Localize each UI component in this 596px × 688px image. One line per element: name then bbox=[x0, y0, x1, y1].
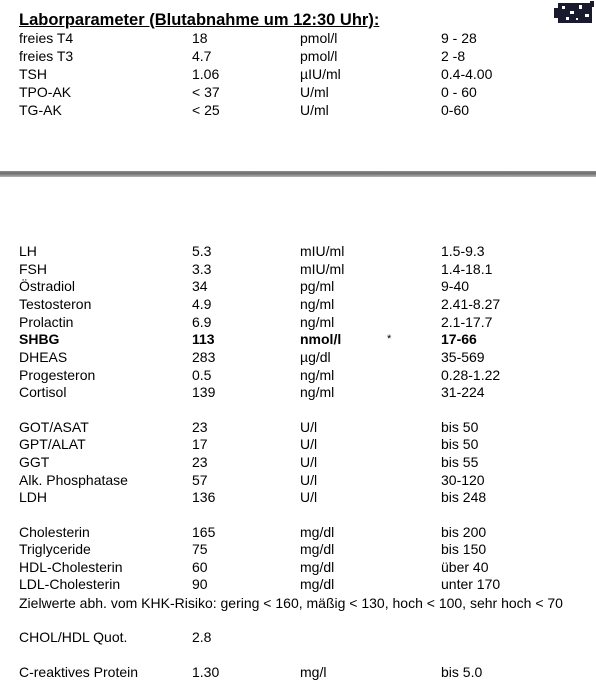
param-name: freies T3 bbox=[19, 48, 74, 64]
param-reference: 30-120 bbox=[441, 472, 485, 488]
lab-row-ggt bbox=[19, 454, 589, 471]
param-reference: 2.1-17.7 bbox=[441, 314, 493, 330]
page-break-divider bbox=[0, 171, 596, 177]
param-unit: pmol/l bbox=[300, 30, 338, 46]
param-reference: bis 200 bbox=[441, 524, 487, 540]
param-value: < 37 bbox=[192, 84, 220, 100]
abnormal-flag-asterisk: * bbox=[387, 333, 392, 345]
param-value: 23 bbox=[192, 454, 208, 470]
param-name: LH bbox=[19, 243, 37, 259]
param-name: freies T4 bbox=[19, 30, 74, 46]
lab-row-tsh bbox=[19, 66, 589, 83]
lab-row-testosteron bbox=[19, 296, 589, 313]
param-reference: bis 55 bbox=[441, 454, 479, 470]
param-value: 1.06 bbox=[192, 66, 220, 82]
param-unit: ng/ml bbox=[300, 367, 335, 383]
param-value: < 25 bbox=[192, 102, 220, 118]
param-name: DHEAS bbox=[19, 349, 68, 365]
param-name: Triglyceride bbox=[19, 541, 91, 557]
lab-row-crp bbox=[19, 664, 589, 681]
param-value: 18 bbox=[192, 30, 208, 46]
lab-row-cholesterin bbox=[19, 524, 589, 541]
param-unit: mg/dl bbox=[300, 524, 335, 540]
lab-row-shbg-abnormal bbox=[19, 331, 589, 348]
param-name: Prolactin bbox=[19, 314, 74, 330]
lab-row-dheas bbox=[19, 349, 589, 366]
param-unit: mg/dl bbox=[300, 576, 335, 592]
param-name: Cortisol bbox=[19, 384, 67, 400]
param-reference: 0 - 60 bbox=[441, 84, 477, 100]
param-value: 0.5 bbox=[192, 367, 212, 383]
param-value: 34 bbox=[192, 278, 208, 294]
param-unit: mg/dl bbox=[300, 559, 335, 575]
lab-row-tg-ak bbox=[19, 102, 589, 119]
lab-report-title: Laborparameter (Blutabnahme um 12:30 Uhr): bbox=[19, 11, 380, 29]
param-reference: 17-66 bbox=[441, 331, 477, 347]
param-name: LDH bbox=[19, 489, 48, 505]
param-name: TSH bbox=[19, 66, 47, 82]
param-value: 60 bbox=[192, 559, 208, 575]
param-value: 23 bbox=[192, 419, 208, 435]
param-unit: ng/ml bbox=[300, 296, 335, 312]
lab-row-chol-hdl-ratio bbox=[19, 629, 589, 646]
lab-row-ldh bbox=[19, 489, 589, 506]
lab-row-cortisol bbox=[19, 384, 589, 401]
param-unit: mg/l bbox=[300, 664, 327, 680]
lab-row-lh bbox=[19, 243, 589, 260]
ldl-target-note: Zielwerte abh. vom KHK-Risiko: gering < 160, mäßig < 130, hoch < 100, sehr hoch < 70 bbox=[19, 595, 563, 611]
lab-row-got-asat bbox=[19, 419, 589, 436]
param-value: 3.3 bbox=[192, 261, 212, 277]
param-value: 113 bbox=[192, 331, 215, 347]
param-reference: 1.5-9.3 bbox=[441, 243, 485, 259]
param-value: 57 bbox=[192, 472, 208, 488]
param-value: 6.9 bbox=[192, 314, 212, 330]
param-unit: U/l bbox=[300, 454, 318, 470]
lab-row-gpt-alat bbox=[19, 436, 589, 453]
param-name: TPO-AK bbox=[19, 84, 72, 100]
param-value: 165 bbox=[192, 524, 216, 540]
param-value: 90 bbox=[192, 576, 208, 592]
param-value: 283 bbox=[192, 349, 216, 365]
param-unit: U/l bbox=[300, 472, 318, 488]
param-reference: 35-569 bbox=[441, 349, 485, 365]
param-unit: mIU/ml bbox=[300, 261, 345, 277]
param-reference: 9 - 28 bbox=[441, 30, 477, 46]
param-name: LDL-Cholesterin bbox=[19, 576, 121, 592]
lab-row-oestradiol bbox=[19, 278, 589, 295]
param-reference: 0.4-4.00 bbox=[441, 66, 493, 82]
param-unit: nmol/l bbox=[300, 331, 342, 347]
param-reference: bis 50 bbox=[441, 419, 479, 435]
param-value: 1.30 bbox=[192, 664, 220, 680]
param-value: 5.3 bbox=[192, 243, 212, 259]
param-name: FSH bbox=[19, 261, 47, 277]
param-name: C-reaktives Protein bbox=[19, 664, 139, 680]
param-unit: ng/ml bbox=[300, 314, 335, 330]
param-reference: 0.28-1.22 bbox=[441, 367, 501, 383]
param-unit: ng/ml bbox=[300, 384, 335, 400]
param-reference: 1.4-18.1 bbox=[441, 261, 493, 277]
lab-row-prolactin bbox=[19, 314, 589, 331]
param-reference: bis 248 bbox=[441, 489, 487, 505]
param-reference: 31-224 bbox=[441, 384, 485, 400]
param-value: 2.8 bbox=[192, 629, 212, 645]
param-name: GGT bbox=[19, 454, 50, 470]
param-name: Alk. Phosphatase bbox=[19, 472, 128, 488]
param-name: GPT/ALAT bbox=[19, 436, 86, 452]
param-unit: µIU/ml bbox=[300, 66, 341, 82]
param-name: CHOL/HDL Quot. bbox=[19, 629, 128, 645]
param-reference: 2.41-8.27 bbox=[441, 296, 501, 312]
ink-stamp-mark bbox=[552, 0, 596, 26]
param-unit: µg/dl bbox=[300, 349, 331, 365]
param-value: 4.7 bbox=[192, 48, 212, 64]
param-reference: 0-60 bbox=[441, 102, 470, 118]
param-unit: U/l bbox=[300, 489, 318, 505]
param-unit: mg/dl bbox=[300, 541, 335, 557]
param-reference: 9-40 bbox=[441, 278, 470, 294]
param-name: Cholesterin bbox=[19, 524, 90, 540]
param-name: SHBG bbox=[19, 331, 60, 347]
lab-row-triglyceride bbox=[19, 541, 589, 558]
param-value: 139 bbox=[192, 384, 216, 400]
param-reference: 2 -8 bbox=[441, 48, 466, 64]
param-value: 17 bbox=[192, 436, 208, 452]
param-name: GOT/ASAT bbox=[19, 419, 89, 435]
param-name: TG-AK bbox=[19, 102, 62, 118]
lab-row-freies-t3 bbox=[19, 48, 589, 65]
param-name: HDL-Cholesterin bbox=[19, 559, 123, 575]
param-unit: pg/ml bbox=[300, 278, 335, 294]
param-name: Progesteron bbox=[19, 367, 96, 383]
param-value: 136 bbox=[192, 489, 216, 505]
param-reference: bis 150 bbox=[441, 541, 487, 557]
param-unit: pmol/l bbox=[300, 48, 338, 64]
param-reference: bis 50 bbox=[441, 436, 479, 452]
lab-row-tpo-ak bbox=[19, 84, 589, 101]
param-reference: bis 5.0 bbox=[441, 664, 483, 680]
param-name: Testosteron bbox=[19, 296, 92, 312]
param-unit: U/ml bbox=[300, 84, 329, 100]
lab-row-freies-t4 bbox=[19, 30, 589, 47]
param-unit: U/ml bbox=[300, 102, 329, 118]
param-unit: U/l bbox=[300, 436, 318, 452]
param-value: 4.9 bbox=[192, 296, 212, 312]
lab-row-alk-phosphatase bbox=[19, 472, 589, 489]
param-reference: unter 170 bbox=[441, 576, 501, 592]
lab-row-fsh bbox=[19, 261, 589, 278]
param-reference: über 40 bbox=[441, 559, 489, 575]
param-value: 75 bbox=[192, 541, 208, 557]
param-unit: mIU/ml bbox=[300, 243, 345, 259]
param-name: Östradiol bbox=[19, 278, 76, 294]
lab-row-ldl-cholesterin bbox=[19, 576, 589, 593]
lab-row-hdl-cholesterin bbox=[19, 559, 589, 576]
param-unit: U/l bbox=[300, 419, 318, 435]
lab-row-progesteron bbox=[19, 367, 589, 384]
